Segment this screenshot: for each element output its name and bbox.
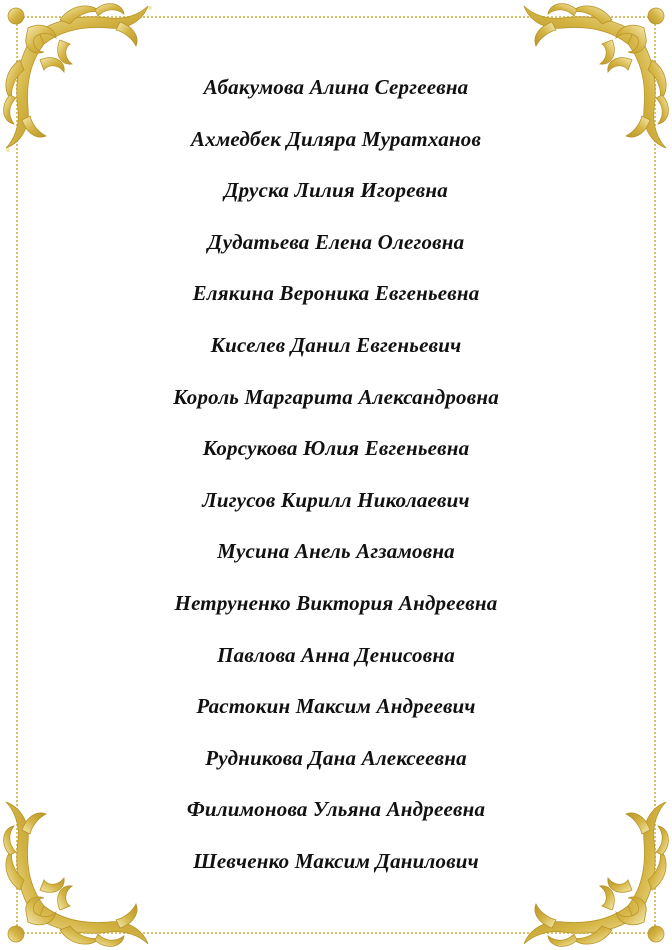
list-item: Друска Лилия Игоревна <box>224 178 448 203</box>
list-item: Павлова Анна Денисовна <box>217 642 455 667</box>
list-item: Киселев Данил Евгеньевич <box>210 332 462 357</box>
name-list <box>0 62 672 888</box>
list-item: Лигусов Кирилл Николаевич <box>202 487 470 512</box>
list-item: Дудатьева Елена Олеговна <box>207 229 465 254</box>
list-item: Король Маргарита Александровна <box>173 384 499 409</box>
list-item: Ахмедбек Диляра Муратханов <box>190 126 482 151</box>
list-item: Растокин Максим Андреевич <box>196 694 476 719</box>
list-item: Корсукова Юлия Евгеньевна <box>202 436 470 461</box>
list-item: Рудникова Дана Алексеевна <box>205 745 467 770</box>
list-item: Филимонова Ульяна Андреевна <box>186 797 486 822</box>
list-item: Елякина Вероника Евгеньевна <box>192 281 480 306</box>
list-item: Абакумова Алина Сергеевна <box>203 75 469 99</box>
list-item: Мусина Анель Агзамовна <box>217 539 455 564</box>
list-item: Шевченко Максим Данилович <box>193 848 479 873</box>
list-item: Нетруненко Виктория Андреевна <box>174 590 498 615</box>
